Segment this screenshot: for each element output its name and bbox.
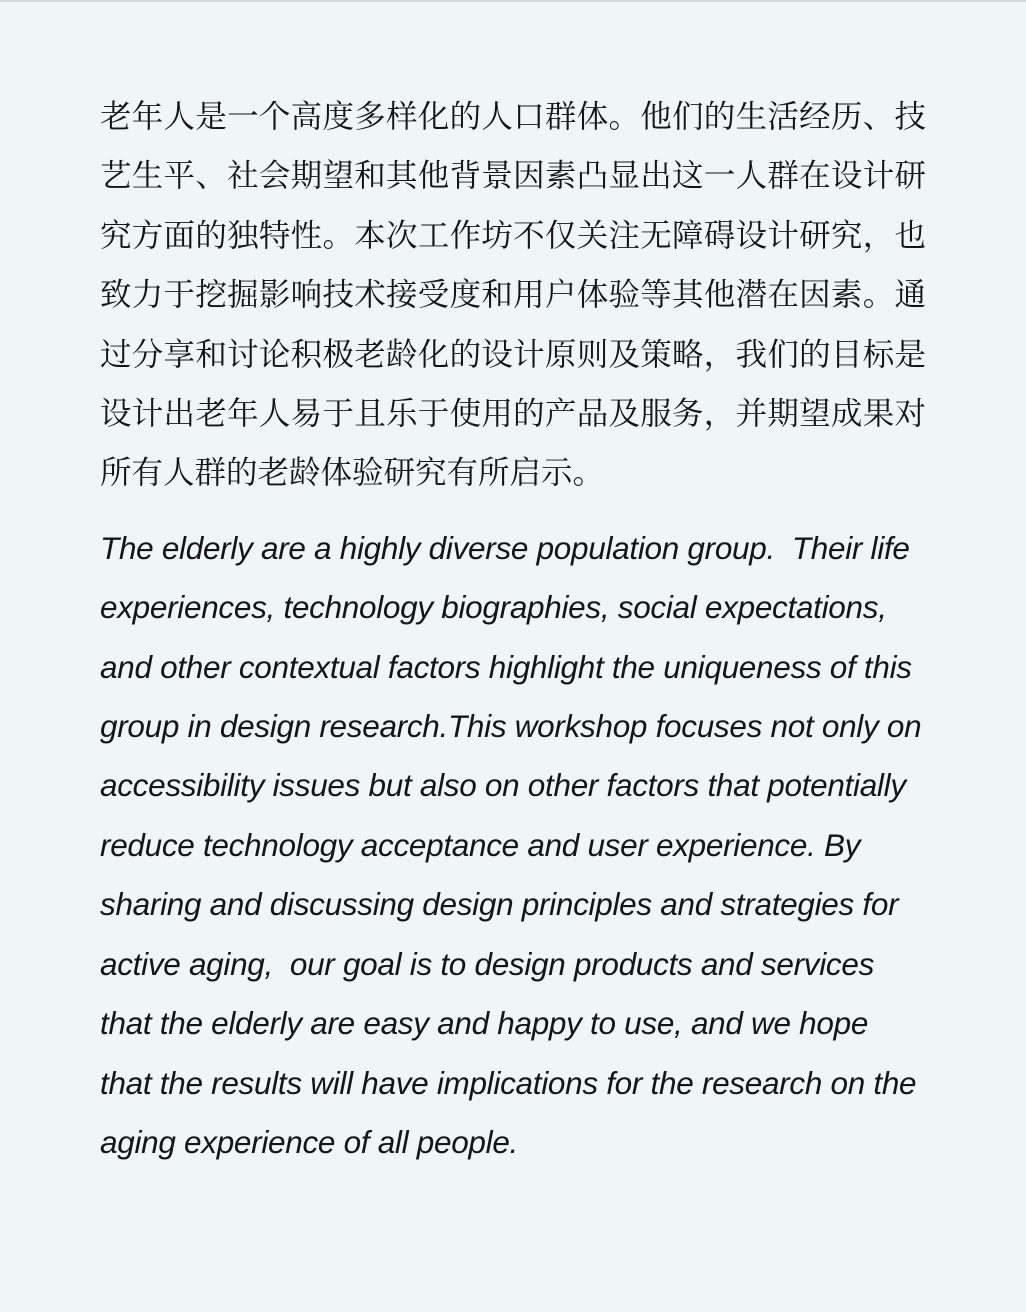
document-body: [100, 88, 930, 1172]
top-divider: [0, 0, 1026, 2]
chinese-paragraph: 老年人是一个高度多样化的人口群体。他们的生活经历、技艺生平、社会期望和其他背景因素凸显出这一人群在设计研究方面的独特性。本次工作坊不仅关注无障碍设计研究，也致力于挖掘影响技术接受度和用户体验等其他潜在因素。通过分享和讨论积极老龄化的设计原则及策略，我们的目标是设计出老年人易于且乐于使用的产品及服务，并期望成果对所有人群的老龄体验研究有所启示。: [100, 99, 926, 492]
english-paragraph: The elderly are a highly diverse population group. Their life experiences, technology biographies, social expectations, and other contextual factors highlight the uniqueness of this group in design research.This workshop focuses not only on accessibility issues but also on other factors that potentially reduce technology acceptance and user experience. By sharing and discussing design principles and strategies for active aging, our goal is to design products and services that the elderly are easy and happy to use, and we hope that the results will have implications for the research on the aging experience of all people.: [100, 529, 930, 1160]
